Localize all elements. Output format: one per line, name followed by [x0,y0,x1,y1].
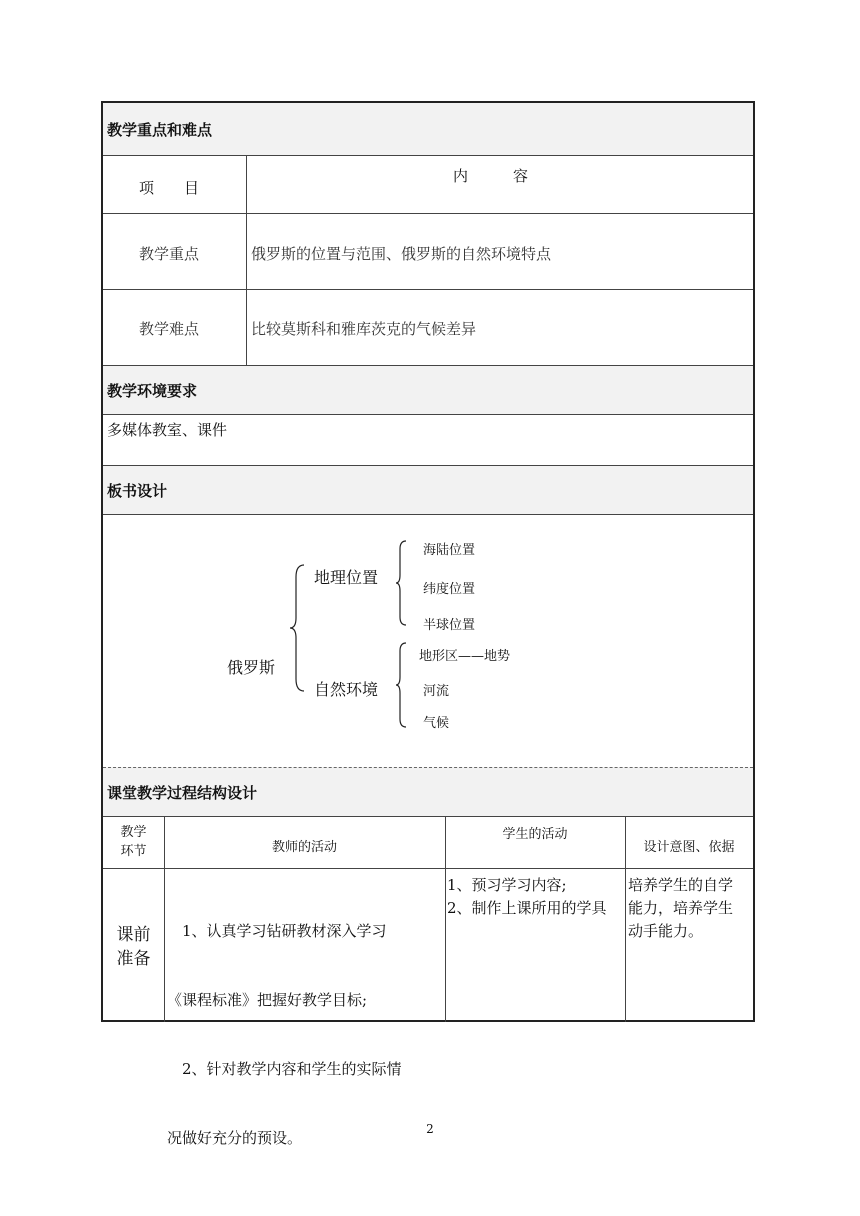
environment-content: 多媒体教室、课件 [107,421,228,439]
header-teacher: 教师的活动 [271,840,337,855]
row-content-key-point: 俄罗斯的位置与范围、俄罗斯的自然环境特点 [251,245,552,263]
brace-icon [288,563,308,693]
header-stage-line: 教学 [120,825,147,840]
student-cell [447,874,625,920]
board-item: 半球位置 [423,618,476,633]
section-header-board [103,465,753,515]
section-title: 板书设计 [107,481,168,500]
stage-line: 课前 [116,925,151,945]
row-content-difficulty: 比较莫斯科和雅库茨克的气候差异 [251,320,477,338]
divider [445,817,446,1022]
section-header-key-points [103,103,753,156]
intent-cell [628,874,753,943]
column-header-content: 内 容 [453,167,529,185]
brace-icon [395,539,409,627]
row-label-difficulty: 教学难点 [139,320,200,338]
teacher-cell [167,874,445,1196]
divider [246,156,247,365]
board-branch-environment: 自然环境 [314,680,379,699]
section-header-process [103,767,753,817]
header-student: 学生的活动 [502,827,568,842]
board-branch-location: 地理位置 [314,568,379,587]
board-item: 地形区——地势 [419,649,511,664]
section-title: 教学环境要求 [107,381,198,400]
section-title: 课堂教学过程结构设计 [107,783,258,802]
column-header-item: 项 目 [139,179,200,197]
text-line: 培养学生的自学 [628,876,734,894]
divider [103,213,753,214]
text-line: 能力，培养学生 [628,899,734,917]
divider [103,868,753,869]
page-number: 2 [426,1122,434,1136]
text-line: 2、针对教学内容和学生的实际情 [167,1060,402,1078]
text-line: 1、认真学习钻研教材深入学习 [167,922,387,940]
lesson-plan-table [101,101,755,1147]
row-label-key-point: 教学重点 [139,245,200,263]
header-stage [103,823,164,861]
text-line: 动手能力。 [628,922,704,940]
board-item: 纬度位置 [423,582,476,597]
stage-line: 准备 [116,949,151,969]
header-intent: 设计意图、依据 [643,840,735,855]
text-line: 《课程标准》把握好教学目标; [167,991,368,1009]
text-line: 2、制作上课所用的学具 [447,899,607,917]
stage-cell [103,923,164,971]
header-stage-line: 环节 [120,844,147,859]
divider [103,289,753,290]
section-title: 教学重点和难点 [107,120,213,139]
text-line: 况做好充分的预设。 [167,1129,303,1147]
board-root: 俄罗斯 [227,658,276,677]
text-line: 1、预习学习内容; [447,876,567,894]
brace-icon [395,641,409,729]
section-header-environment [103,365,753,415]
board-item: 河流 [423,684,450,699]
board-item: 气候 [423,716,450,731]
board-item: 海陆位置 [423,543,476,558]
